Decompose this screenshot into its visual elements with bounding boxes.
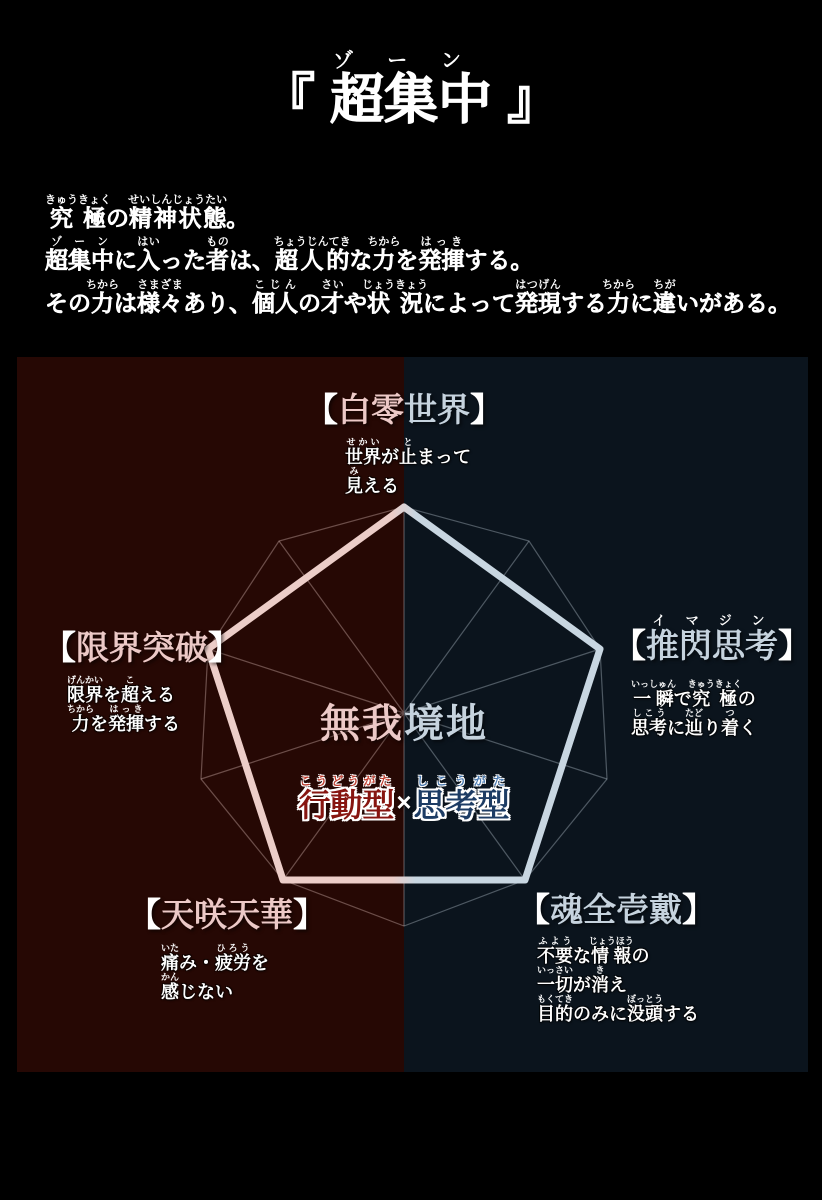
vertex-label-kon-zen-ichidai (517, 893, 715, 928)
text-segment: のみに (573, 1004, 628, 1024)
ruby-text (591, 965, 610, 995)
ruby-base: 究極 (687, 689, 742, 709)
text-segment: まって (417, 447, 471, 467)
text-segment: 。 (226, 205, 250, 231)
text-segment: み・ (179, 953, 215, 973)
ruby-text (345, 437, 381, 467)
text-line (45, 194, 791, 231)
vertex-label-hakurei-sekai (17, 393, 791, 428)
ruby-base: 痛 (161, 953, 179, 973)
furigana: ちから (67, 704, 95, 714)
ruby-base: 超集中 (330, 70, 492, 130)
text-segment: や (344, 289, 367, 316)
text-segment: が (381, 447, 399, 467)
ruby-text (537, 994, 574, 1024)
furigana: いっしゅん (631, 679, 677, 689)
furigana: せかい (345, 437, 381, 447)
ruby-text (273, 236, 351, 274)
text-segment: 白零 (338, 391, 404, 428)
text-segment: によって (423, 289, 515, 316)
furigana: しこう (631, 708, 667, 718)
ruby-text (215, 943, 251, 973)
text-segment: する (144, 714, 180, 734)
text-segment: 【 (517, 891, 550, 928)
ruby-base: 感 (161, 982, 179, 1002)
ruby-text (537, 965, 574, 995)
ruby-base: 入 (137, 247, 160, 274)
text-segment: 世界 (404, 391, 470, 428)
text-segment: する (663, 1004, 700, 1024)
ruby-text (399, 437, 417, 467)
text-segment: その (45, 289, 91, 316)
furigana: ぼっとう (627, 994, 664, 1004)
text-segment: の (631, 946, 650, 966)
ruby-text (161, 943, 180, 973)
ruby-text (537, 936, 573, 966)
text-segment: が (573, 975, 592, 995)
ruby-base: 思考型 (413, 787, 510, 823)
text-segment: は (114, 289, 137, 316)
ruby-base: 目的 (537, 1004, 574, 1024)
ruby-base: 推閃思考 (646, 627, 778, 664)
furigana: じょうほう (588, 936, 634, 946)
furigana: ひろう (215, 943, 251, 953)
text-segment: の (737, 689, 756, 709)
furigana: つ (721, 708, 739, 718)
furigana: げんかい (67, 675, 104, 685)
ruby-base: 消 (591, 975, 610, 995)
ruby-base: 不要 (537, 946, 573, 966)
text-segment: 】 (208, 629, 241, 666)
ruby-base: 力 (67, 714, 94, 734)
text-segment: 限界突破 (76, 629, 208, 666)
title-open-quote: 『 (260, 70, 330, 130)
ruby-base: 違 (653, 289, 676, 316)
thinking-type-text (414, 774, 510, 821)
ruby-base: 者 (206, 247, 229, 274)
furigana: きゅうきょく (687, 679, 742, 689)
ruby-text (252, 278, 298, 316)
ruby-text (362, 278, 428, 316)
ruby-text (330, 50, 492, 130)
furigana: こじん (252, 278, 298, 291)
zone-diagram-panel (17, 357, 811, 1072)
ruby-text (345, 466, 363, 496)
furigana: と (399, 437, 417, 447)
ruby-base: 着 (721, 718, 739, 738)
text-segment: に (630, 289, 653, 316)
text-segment: える (363, 476, 399, 496)
text-segment: に (114, 247, 137, 274)
text-segment: な (573, 946, 591, 966)
vertex-label-tensaki-tenka (128, 898, 326, 933)
ruby-text (418, 236, 465, 274)
ruby-text (602, 278, 635, 316)
title-word (330, 50, 492, 130)
ruby-text (137, 236, 160, 274)
text-segment: 】 (470, 391, 503, 428)
furigana: じょうきょう (362, 278, 428, 291)
ruby-base: 辿 (685, 718, 703, 738)
ruby-text (653, 278, 676, 316)
furigana: こうどうがた (298, 774, 395, 788)
ruby-base: 発現 (515, 289, 561, 316)
text-segment: 無我 (320, 702, 404, 746)
furigana: はい (137, 236, 160, 249)
text-segment: を (251, 953, 269, 973)
furigana: ちが (653, 278, 676, 291)
text-segment: の (106, 205, 129, 231)
page-title (0, 50, 822, 130)
ruby-text (588, 936, 634, 966)
text-segment: え (609, 975, 628, 995)
ruby-text (367, 236, 401, 274)
ruby-base: 発揮 (108, 714, 144, 734)
text-segment: える (139, 685, 176, 705)
text-segment: を (103, 685, 122, 705)
ruby-text (161, 972, 180, 1002)
furigana: ふよう (537, 936, 573, 946)
vertex-caption-hakurei-sekai (345, 437, 471, 495)
intro-text (45, 194, 791, 321)
ruby-base: 情報 (588, 946, 634, 966)
text-segment: 魂全壱戴 (550, 891, 682, 928)
furigana: さまざま (137, 278, 183, 291)
furigana: ゾーン (330, 50, 492, 72)
action-type-text (298, 774, 394, 821)
text-segment: 【 (305, 391, 338, 428)
text-segment: く (739, 718, 757, 738)
text-segment: な (349, 247, 373, 274)
type-combination-row (17, 774, 791, 821)
ruby-base: 思考 (631, 718, 667, 738)
ruby-base: 一切 (537, 975, 574, 995)
ruby-base: 力 (367, 247, 401, 274)
ruby-text (646, 613, 778, 664)
furigana: しこうがた (413, 774, 510, 788)
text-line (537, 936, 699, 965)
text-segment: 【 (128, 896, 161, 933)
text-line (345, 466, 471, 495)
ruby-base: 力 (86, 289, 119, 316)
text-segment: は、 (229, 247, 275, 274)
text-segment: り (703, 718, 721, 738)
text-segment: する。 (464, 247, 534, 274)
ruby-base: 没頭 (627, 1004, 664, 1024)
ruby-base: 超集中 (45, 247, 114, 274)
furigana: かん (161, 972, 180, 982)
text-segment: 】 (778, 627, 811, 664)
text-segment: する (561, 289, 607, 316)
title-close-quote: 』 (492, 70, 562, 130)
ruby-text (298, 774, 395, 823)
ruby-base: 究極 (45, 205, 111, 231)
ruby-base: 超人的 (273, 247, 351, 274)
furigana: き (591, 965, 609, 975)
furigana: ちから (86, 278, 119, 291)
text-line (345, 437, 471, 466)
ruby-base: 止 (399, 447, 417, 467)
text-segment: 】 (293, 896, 326, 933)
ruby-base: 様々 (137, 289, 183, 316)
text-segment: の (298, 289, 321, 316)
text-segment: あり、 (183, 289, 252, 316)
text-line (161, 972, 269, 1001)
furigana: はつげん (515, 278, 561, 291)
ruby-base: 精神状態 (128, 205, 228, 231)
ruby-base: 限界 (67, 685, 104, 705)
text-line (161, 943, 269, 972)
ruby-base: 世界 (345, 447, 381, 467)
text-segment: に (667, 718, 685, 738)
furigana: はっき (418, 236, 465, 249)
text-line (45, 236, 791, 273)
ruby-text (45, 236, 114, 274)
furigana: もの (206, 236, 229, 249)
vertex-label-genkai-toppa (43, 631, 241, 666)
furigana: ちから (367, 236, 401, 249)
text-line (537, 965, 699, 994)
furigana: ゾーン (45, 236, 114, 249)
ruby-text (45, 194, 111, 231)
ruby-base: 行動型 (298, 787, 395, 823)
ruby-base: 超 (121, 685, 140, 705)
ruby-base: 疲労 (215, 953, 251, 973)
furigana: み (345, 466, 363, 476)
text-segment: を (395, 247, 419, 274)
ruby-base: 見 (345, 476, 363, 496)
ruby-text (86, 278, 119, 316)
ruby-base: 才 (321, 289, 344, 316)
text-segment: 【 (613, 627, 646, 664)
ruby-text (206, 236, 229, 274)
text-segment: 】 (682, 891, 715, 928)
ruby-text (515, 278, 561, 316)
ruby-text (413, 774, 510, 823)
furigana: いた (161, 943, 180, 953)
ruby-text (137, 278, 183, 316)
furigana: さい (321, 278, 344, 291)
vertex-caption-tensaki-tenka (161, 943, 269, 1001)
text-segment: 天咲天華 (161, 896, 293, 933)
text-segment: 境地 (404, 702, 488, 746)
furigana: はっき (108, 704, 144, 714)
cross-multiply-symbol: × (396, 787, 412, 817)
text-segment: った (160, 247, 206, 274)
furigana: イマジン (646, 613, 778, 628)
furigana: こ (121, 675, 139, 685)
ruby-base: 力 (602, 289, 635, 316)
ruby-text (128, 194, 228, 231)
furigana: ちから (602, 278, 635, 291)
text-segment: じない (179, 982, 233, 1002)
ruby-text (321, 278, 344, 316)
text-line (537, 994, 699, 1023)
furigana: たど (685, 708, 704, 718)
furigana: いっさい (537, 965, 574, 975)
ruby-base: 発揮 (418, 247, 465, 274)
ruby-text (627, 994, 664, 1024)
furigana: せいしんじょうたい (128, 194, 228, 206)
text-segment: を (90, 714, 108, 734)
furigana: ちょうじんてき (273, 236, 351, 249)
text-segment: 【 (43, 629, 76, 666)
text-segment: で (673, 689, 692, 709)
ruby-base: 一瞬 (631, 689, 677, 709)
text-segment: いがある。 (676, 289, 791, 316)
vertex-caption-kon-zen-ichidai (537, 936, 699, 1023)
ruby-base: 状況 (362, 289, 428, 316)
center-text-muga-kyouchi (17, 692, 791, 749)
furigana: きゅうきょく (45, 194, 111, 206)
vertex-label-suisen-shikou (613, 613, 811, 664)
ruby-base: 個人 (252, 289, 298, 316)
furigana: もくてき (537, 994, 574, 1004)
text-line (45, 279, 791, 316)
